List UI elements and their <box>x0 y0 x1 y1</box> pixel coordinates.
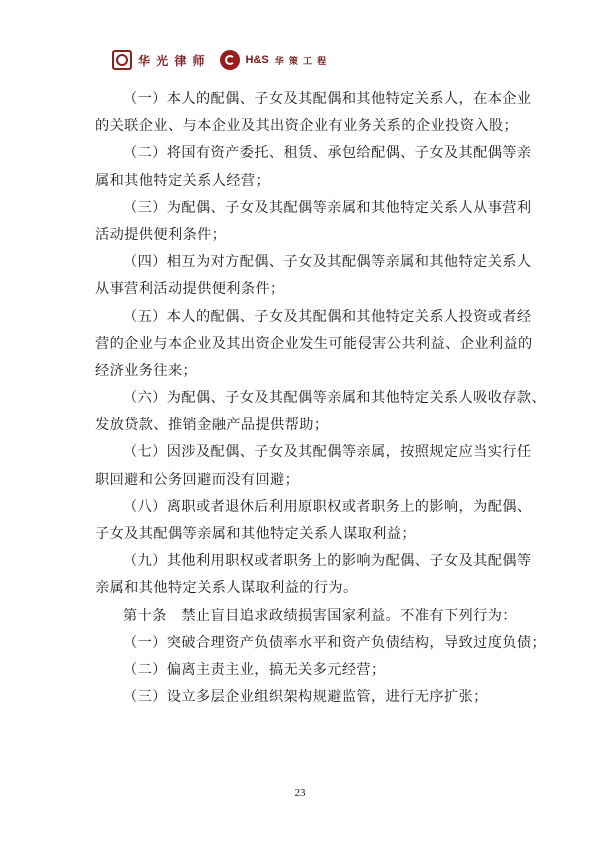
text-line: 亲属和其他特定关系人谋取利益的行为。 <box>95 580 358 597</box>
text-line: （六）为配偶、子女及其配偶等亲属和其他特定关系人吸收存款、 <box>123 390 547 407</box>
hs-logo-abbr: H&S <box>245 54 269 66</box>
text-line: （三）设立多层企业组织架构规避监管，进行无序扩张； <box>123 689 488 706</box>
text-line: 子女及其配偶等亲属和其他特定关系人谋取利益； <box>95 526 416 542</box>
text-line: （五）本人的配偶、子女及其配偶和其他特定关系人投资或者经 <box>123 308 532 325</box>
text-line: 第十条 禁止盲目追求政绩损害国家利益。不准有下列行为： <box>123 607 517 624</box>
text-line: 活动提供便利条件； <box>95 226 227 243</box>
hs-logo-text: 华 策 工 程 <box>274 56 328 67</box>
text-line: 职回避和公务回避而没有回避； <box>95 471 300 488</box>
text-line: （三）为配偶、子女及其配偶等亲属和其他特定关系人从事营利 <box>123 199 532 216</box>
text-line: 从事营利活动提供便利条件； <box>95 281 285 298</box>
header-logos <box>112 48 327 72</box>
firm-logo-text: 华 光 律 师 <box>138 53 206 68</box>
text-line: （一）突破合理资产负债率水平和资产负债结构，导致过度负债； <box>123 634 547 651</box>
text-line: （一）本人的配偶、子女及其配偶和其他特定关系人，在本企业 <box>123 91 532 107</box>
page-number: 23 <box>294 787 306 799</box>
text-line: （九）其他利用职权或者职务上的影响为配偶、子女及其配偶等 <box>123 553 532 570</box>
text-line: （七）因涉及配偶、子女及其配偶等亲属，按照规定应当实行任 <box>123 444 532 461</box>
firm-seal-icon <box>112 50 132 70</box>
text-line: 的关联企业、与本企业及其出资企业有业务关系的企业投资入股； <box>95 118 519 135</box>
text-line: 发放贷款、推销金融产品提供帮助； <box>95 417 329 434</box>
text-line: 经济业务往来； <box>95 362 198 379</box>
text-line: （二）偏离主责主业，搞无关多元经营； <box>123 661 386 678</box>
document-body <box>95 86 547 711</box>
text-line: 营的企业与本企业及其出资企业发生可能侵害公共利益、企业利益的 <box>95 335 533 352</box>
text-line: （八）离职或者退休后利用原职权或者职务上的影响，为配偶、 <box>123 498 532 515</box>
text-line: （四）相互为对方配偶、子女及其配偶等亲属和其他特定关系人 <box>123 254 532 271</box>
text-line: 属和其他特定关系人经营； <box>95 172 271 189</box>
hs-circle-icon <box>220 50 240 70</box>
text-line: （二）将国有资产委托、租赁、承包给配偶、子女及其配偶等亲 <box>123 145 532 162</box>
